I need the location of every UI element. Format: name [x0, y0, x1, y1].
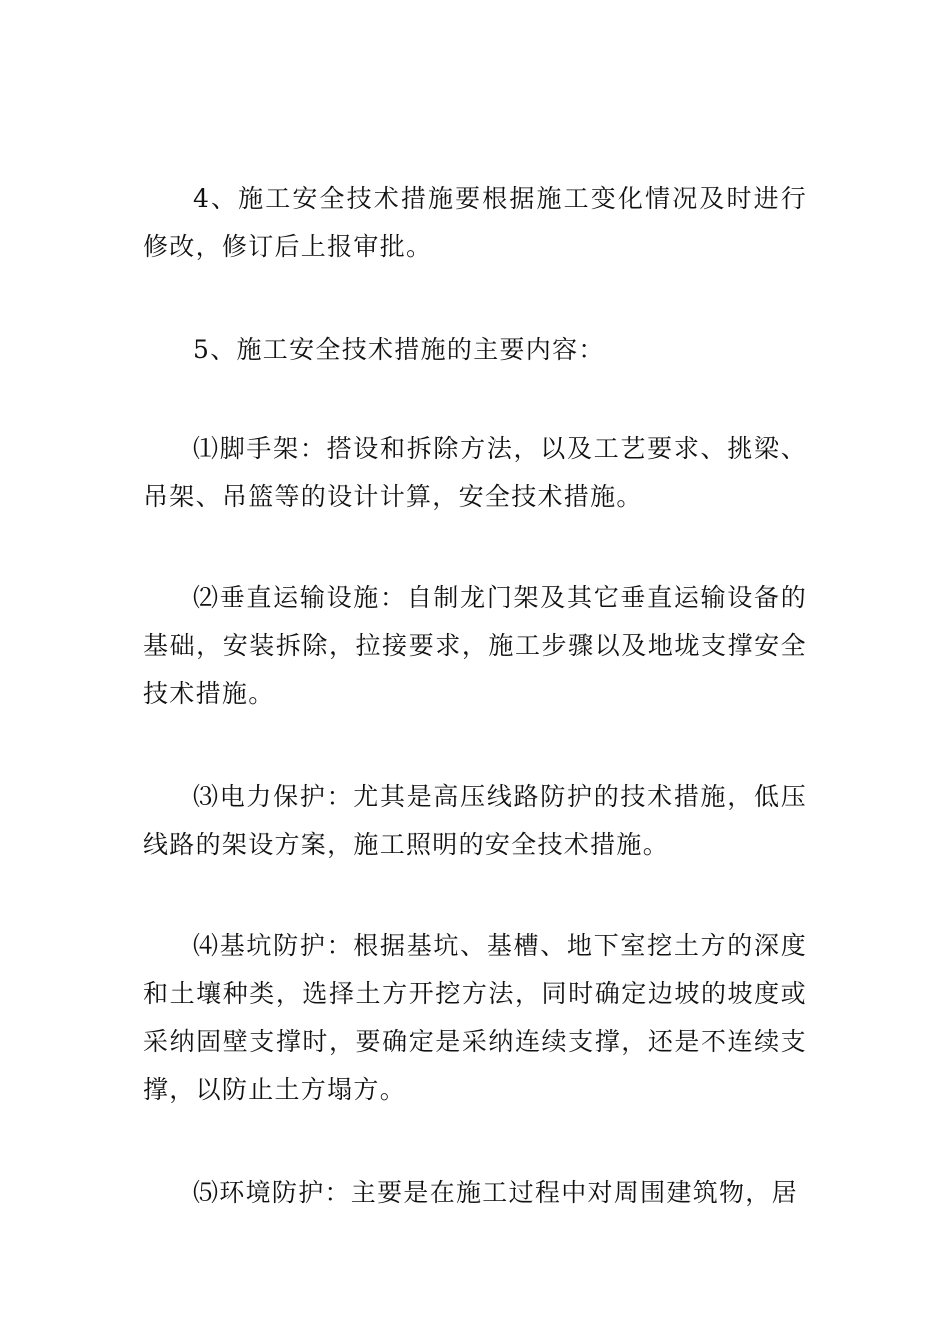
paragraph-scaffolding: ⑴脚手架：搭设和拆除方法，以及工艺要求、挑梁、吊架、吊篮等的设计计算，安全技术措施。 [143, 434, 807, 511]
paragraph-power-protection: ⑶电力保护：尤其是高压线路防护的技术措施，低压线路的架设方案，施工照明的安全技术措施。 [143, 782, 807, 859]
paragraph-vertical-transport: ⑵垂直运输设施：自制龙门架及其它垂直运输设备的基础，安装拆除，拉接要求，施工步骤以及地垅支撑安全技术措施。 [143, 583, 807, 708]
paragraph-revision: 4、施工安全技术措施要根据施工变化情况及时进行修改，修订后上报审批。 [143, 184, 807, 261]
paragraph-pit-protection: ⑷基坑防护：根据基坑、基槽、地下室挖土方的深度和土壤种类，选择土方开挖方法，同时确定边坡的坡度或采纳固壁支撑时，要确定是采纳连续支撑，还是不连续支撑，以防止土方塌方。 [143, 931, 807, 1104]
paragraph-main-content-heading: 5、施工安全技术措施的主要内容： [193, 335, 605, 364]
paragraph-environment-protection: ⑸环境防护：主要是在施工过程中对周围建筑物，居 [193, 1178, 798, 1207]
